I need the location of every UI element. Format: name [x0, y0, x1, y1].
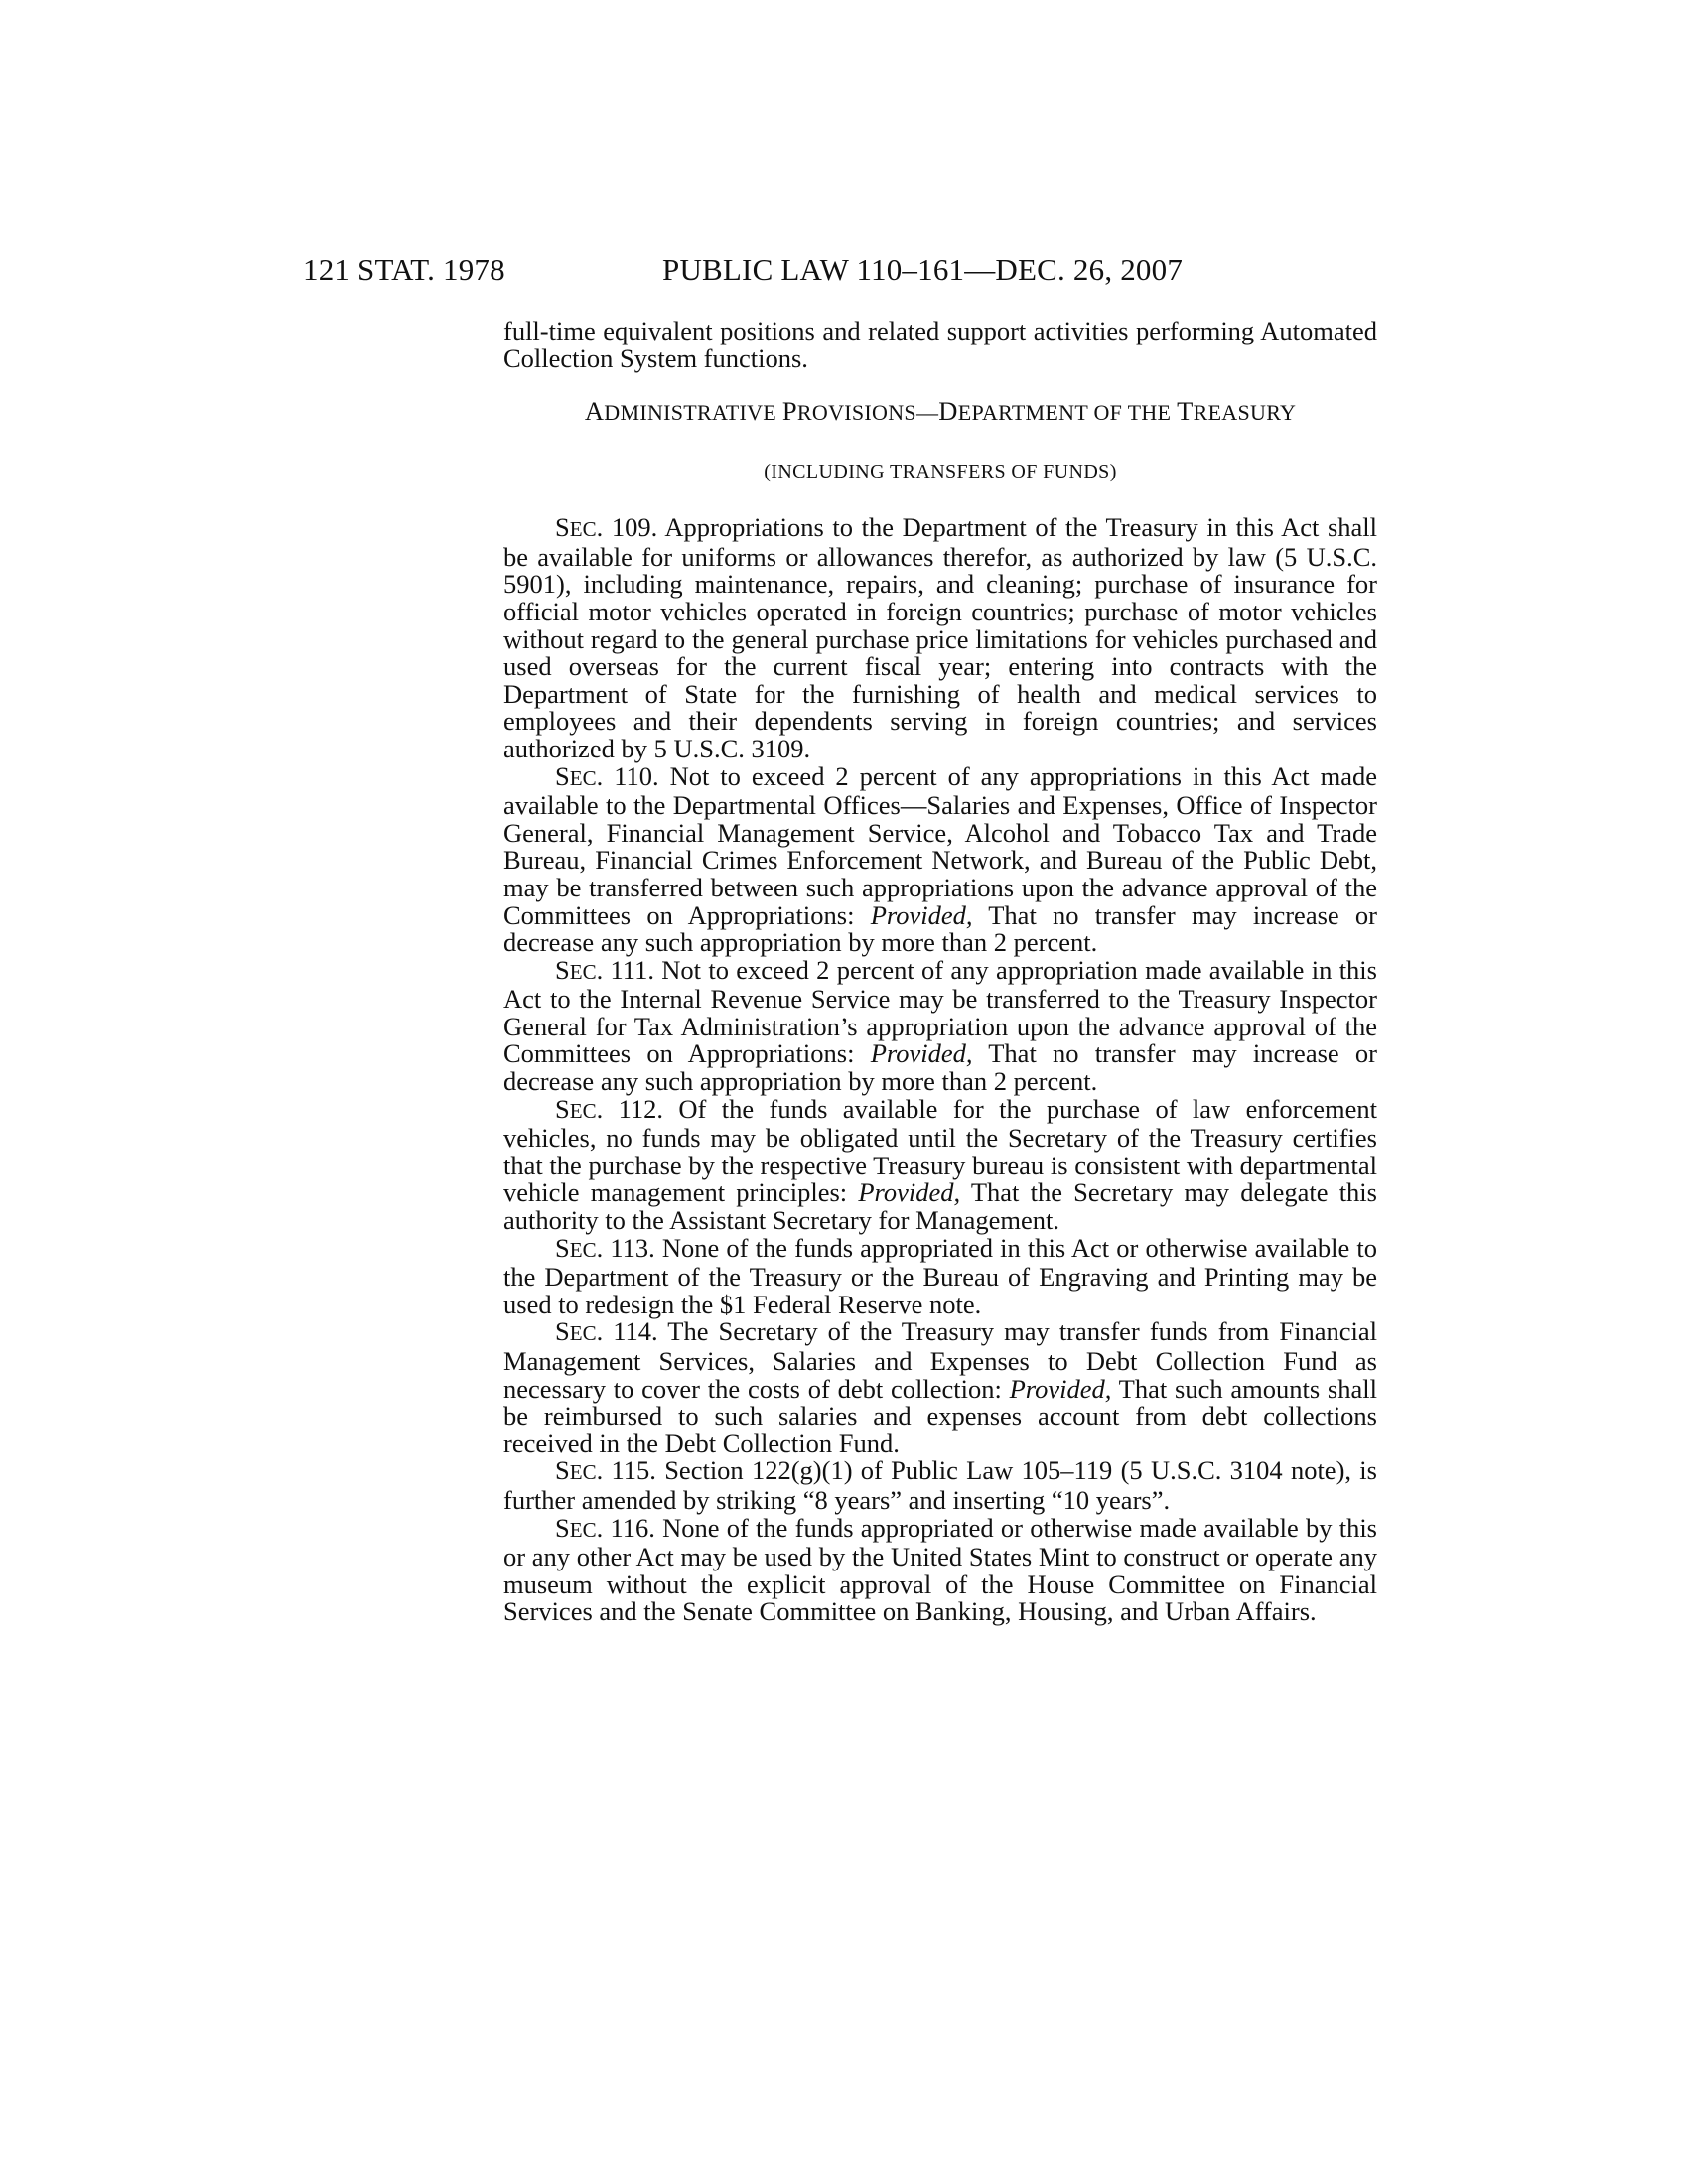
section-109 [503, 514, 1377, 762]
section-label-smallcaps: EC [569, 517, 597, 542]
sections-list [503, 514, 1377, 1626]
section-label [555, 955, 654, 985]
section-subheading: (INCLUDING TRANSFERS OF FUNDS) [764, 461, 1117, 483]
law-citation: PUBLIC LAW 110–161—DEC. 26, 2007 [662, 252, 1184, 287]
section-italic: Provided, [870, 1038, 973, 1069]
running-head [303, 250, 1375, 290]
section-label-cap: S [555, 954, 570, 985]
section-label-smallcaps: EC [569, 1460, 597, 1485]
section-text: None of the funds appropriated in this Act or otherwise available to the Department of the Treasury or the Bureau of Engraving and Printing may be used to redesign the $1 Federal Reserve note. [503, 1232, 1377, 1319]
heading-word-3: EPARTMENT OF THE [957, 400, 1172, 426]
section-115 [503, 1457, 1377, 1514]
heading-cap-a: A [584, 396, 605, 427]
section-label-cap: S [555, 1232, 570, 1263]
section-number: . 115. [596, 1455, 656, 1486]
section-label-cap: S [555, 512, 570, 543]
section-label-cap: S [555, 1093, 570, 1124]
heading-cap-p: P [781, 396, 797, 427]
section-text: Section 122(g)(1) of Public Law 105–119 (5 U.S.C. 3104 note), is further amended by striking “8 years” and inserting “10 years”. [503, 1455, 1377, 1515]
section-text: None of the funds appropriated or otherwise made available by this or any other Act may be used by the United States Mint to construct or operate any museum without the explicit approval of the House Committee on Financial Services and the Senate Committee on Banking, Housing, and Urban Affairs. [503, 1512, 1377, 1627]
section-label [555, 1233, 655, 1263]
heading-cap-d: D [938, 396, 958, 427]
heading-cap-t: T [1177, 396, 1194, 427]
section-text: Not to exceed 2 percent of any appropriations in this Act made available to the Departmental Offices—Salaries and Expenses, Office of Inspector General, Financial Management Service, Alcohol and Tobacco Tax and Trade Bureau, Financial Crimes Enforcement Network, and Bureau of the Public Debt, may be transferred between such appropriations upon the advance approval of the Committees on Appropriations: [503, 760, 1377, 930]
section-text-after: That the Secretary may delegate this authority to the Assistant Secretary for Management. [503, 1177, 1377, 1236]
section-text: Of the funds available for the purchase of law enforcement vehicles, no funds may be obligated until the Secretary of the Treasury certifies that the purchase by the respective Treasury bureau is consistent with departmental vehicle management principles: [503, 1093, 1377, 1208]
section-label [555, 1094, 663, 1124]
section-110 [503, 760, 1377, 958]
section-111 [503, 954, 1377, 1097]
section-114 [503, 1318, 1377, 1457]
section-label-smallcaps: EC [569, 765, 597, 790]
body-text [503, 318, 1377, 1626]
section-number: . 112. [596, 1093, 664, 1124]
section-number: . 110. [596, 760, 659, 791]
section-label-cap: S [555, 1512, 570, 1543]
heading-word-4: REASURY [1193, 400, 1297, 426]
section-text-after: That no transfer may increase or decrease any such appropriation by more than 2 percent. [503, 899, 1377, 958]
section-text-after: That such amounts shall be reimbursed to such salaries and expenses account from debt collections received in the Debt Collection Fund. [503, 1373, 1377, 1458]
section-number: . 111. [596, 954, 654, 985]
section-heading [503, 397, 1377, 427]
section-text: Not to exceed 2 percent of any appropriation made available in this Act to the Internal Revenue Service may be transferred to the Treasury Inspector General for Tax Administration’s appropriation upon the advance approval of the Committees on Appropriations: [503, 954, 1377, 1069]
section-label [555, 1513, 655, 1543]
section-116 [503, 1512, 1377, 1627]
section-label-smallcaps: EC [569, 1098, 597, 1123]
section-text: The Secretary of the Treasury may transfer funds from Financial Management Services, Salaries and Expenses to Debt Collection Fund as necessary to cover the costs of debt collection: [503, 1316, 1377, 1404]
continuation-paragraph: full-time equivalent positions and related support activities performing Automated Collection System functions. [503, 316, 1377, 373]
stat-citation: 121 STAT. 1978 [303, 252, 505, 287]
section-italic: Provided, [870, 899, 973, 930]
section-label-smallcaps: EC [569, 959, 597, 984]
section-italic: Provided, [858, 1177, 961, 1208]
heading-word-2: ROVISIONS [796, 400, 916, 426]
section-number: . 114. [596, 1316, 658, 1347]
section-label-smallcaps: EC [569, 1517, 597, 1542]
section-label-smallcaps: EC [569, 1237, 597, 1262]
heading-word-1: DMINISTRATIVE [604, 400, 777, 426]
section-label [555, 1316, 658, 1346]
section-number: . 109. [596, 512, 658, 543]
section-label-cap: S [555, 760, 570, 791]
section-label [555, 512, 657, 542]
section-label [555, 761, 659, 791]
section-label-cap: S [555, 1316, 570, 1347]
section-number: . 113. [596, 1232, 655, 1263]
section-text-after: That no transfer may increase or decrease any such appropriation by more than 2 percent. [503, 1038, 1377, 1097]
section-113 [503, 1232, 1377, 1319]
section-text: Appropriations to the Department of the Treasury in this Act shall be available for uniforms or allowances therefor, as authorized by law (5 U.S.C. 5901), including maintenance, repairs, and cleaning; purchase of insurance for official motor vehicles operated in foreign countries; purchase of motor vehicles without regard to the general purchase price limitations for vehicles purchased and used overseas for the current fiscal year; entering into contracts with the Department of State for the furnishing of health and medical services to employees and their dependents serving in foreign countries; and services authorized by 5 U.S.C. 3109. [503, 512, 1378, 763]
heading-dash: — [915, 400, 939, 426]
section-label-cap: S [555, 1455, 570, 1486]
section-number: . 116. [596, 1512, 655, 1543]
section-label [555, 1455, 656, 1485]
section-italic: Provided, [1009, 1373, 1112, 1404]
section-112 [503, 1093, 1377, 1236]
section-label-smallcaps: EC [569, 1321, 597, 1346]
